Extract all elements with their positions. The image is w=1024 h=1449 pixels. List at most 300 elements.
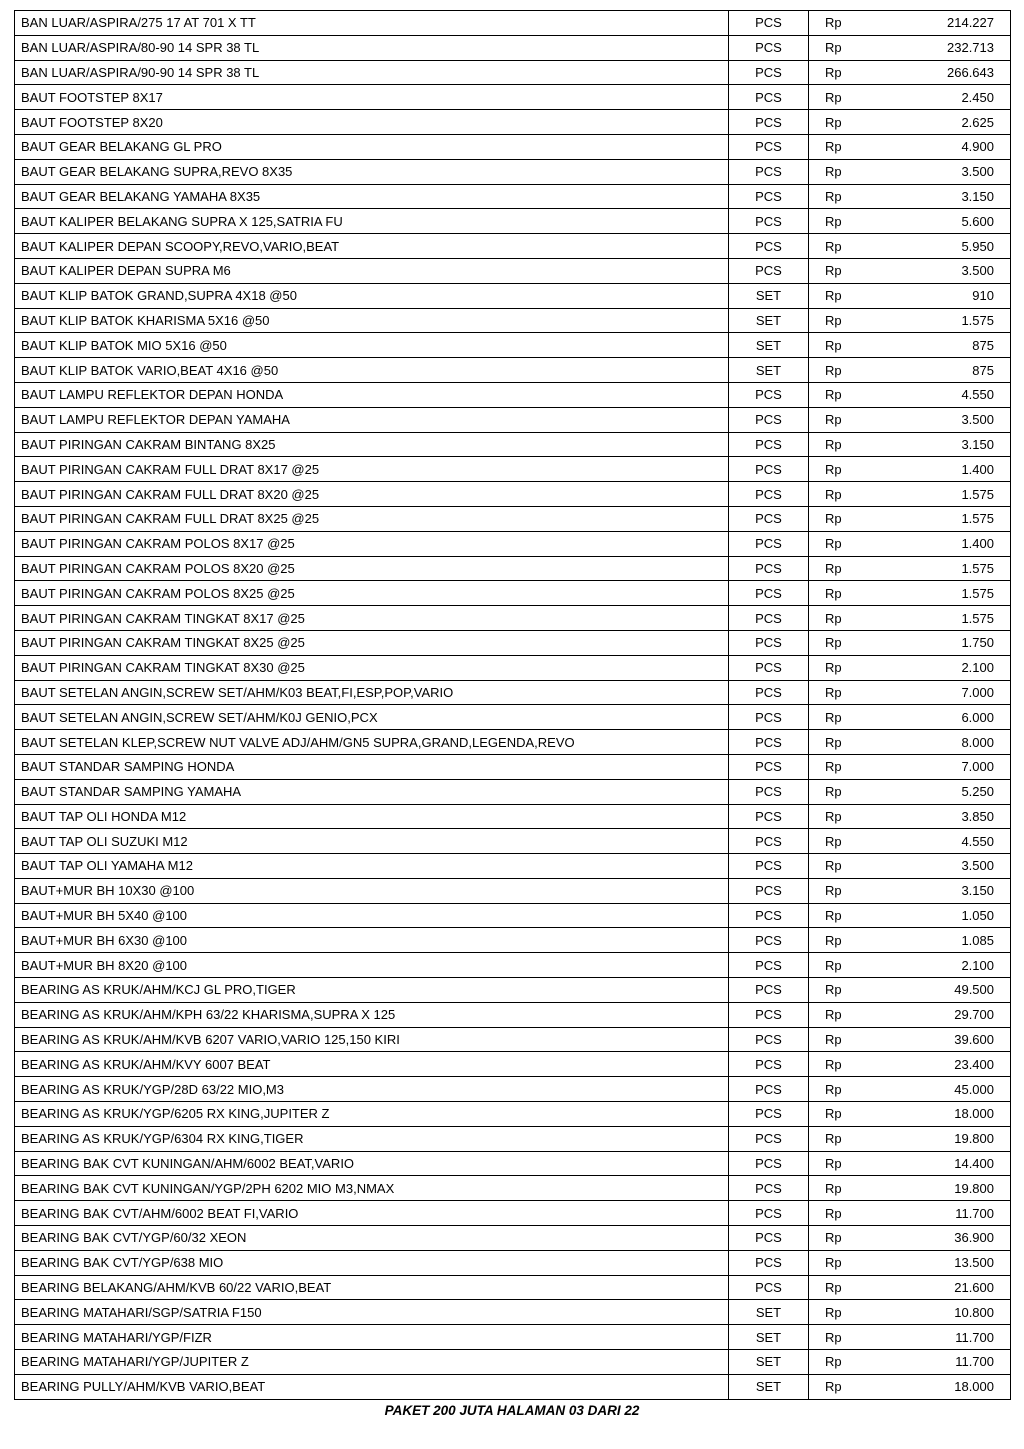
price-value: 875 [972,362,994,378]
unit-cell: PCS [729,35,809,60]
price-value: 232.713 [947,40,994,56]
currency-label: Rp [825,660,842,676]
currency-label: Rp [825,858,842,874]
unit-cell: PCS [729,630,809,655]
table-row [15,1151,1011,1176]
item-name-cell: BAN LUAR/ASPIRA/90-90 14 SPR 38 TL [15,60,729,85]
unit-cell: PCS [729,1052,809,1077]
price-value: 2.100 [961,957,994,973]
item-name-cell: BAUT PIRINGAN CAKRAM POLOS 8X17 @25 [15,531,729,556]
currency-label: Rp [825,114,842,130]
price-inner [815,780,1004,804]
price-inner [815,532,1004,556]
item-name-cell: BAN LUAR/ASPIRA/275 17 AT 701 X TT [15,11,729,36]
item-name-cell: BAUT PIRINGAN CAKRAM POLOS 8X25 @25 [15,581,729,606]
table-row [15,1325,1011,1350]
unit-cell: PCS [729,978,809,1003]
price-value: 3.500 [961,263,994,279]
currency-label: Rp [825,64,842,80]
item-name-cell: BEARING AS KRUK/AHM/KVY 6007 BEAT [15,1052,729,1077]
item-name-cell: BAUT KLIP BATOK KHARISMA 5X16 @50 [15,308,729,333]
currency-label: Rp [825,213,842,229]
price-inner [815,1226,1004,1250]
currency-label: Rp [825,139,842,155]
price-cell [809,878,1011,903]
price-value: 13.500 [954,1255,994,1271]
item-name-cell: BAUT TAP OLI HONDA M12 [15,804,729,829]
table-row [15,730,1011,755]
currency-label: Rp [825,883,842,899]
unit-cell: PCS [729,953,809,978]
price-cell [809,11,1011,36]
table-row [15,184,1011,209]
price-value: 1.400 [961,536,994,552]
unit-cell: PCS [729,1002,809,1027]
price-inner [815,681,1004,705]
price-cell [809,854,1011,879]
price-value: 3.500 [961,858,994,874]
currency-label: Rp [825,808,842,824]
currency-label: Rp [825,486,842,502]
table-row [15,60,1011,85]
price-inner [815,1276,1004,1300]
unit-cell: PCS [729,705,809,730]
table-row [15,779,1011,804]
item-name-cell: BEARING BAK CVT/YGP/638 MIO [15,1250,729,1275]
price-inner [815,730,1004,754]
price-value: 2.450 [961,89,994,105]
table-row [15,854,1011,879]
price-inner [815,1127,1004,1151]
unit-cell: PCS [729,1275,809,1300]
item-name-cell: BAN LUAR/ASPIRA/80-90 14 SPR 38 TL [15,35,729,60]
price-cell [809,35,1011,60]
price-value: 3.500 [961,164,994,180]
table-row [15,1201,1011,1226]
table-row [15,209,1011,234]
unit-cell: SET [729,358,809,383]
price-cell [809,110,1011,135]
table-row [15,35,1011,60]
unit-cell: PCS [729,1176,809,1201]
item-name-cell: BEARING AS KRUK/AHM/KPH 63/22 KHARISMA,SUPRA X 125 [15,1002,729,1027]
unit-cell: PCS [729,258,809,283]
price-cell [809,407,1011,432]
price-cell [809,1077,1011,1102]
unit-cell: PCS [729,779,809,804]
unit-cell: PCS [729,1201,809,1226]
unit-cell: PCS [729,159,809,184]
unit-cell: PCS [729,432,809,457]
price-inner [815,705,1004,729]
currency-label: Rp [825,1156,842,1172]
table-row [15,407,1011,432]
currency-label: Rp [825,1081,842,1097]
price-value: 2.100 [961,660,994,676]
unit-cell: SET [729,308,809,333]
currency-label: Rp [825,1056,842,1072]
price-cell [809,1374,1011,1399]
table-row [15,606,1011,631]
item-name-cell: BAUT FOOTSTEP 8X20 [15,110,729,135]
item-name-cell: BAUT KLIP BATOK MIO 5X16 @50 [15,333,729,358]
currency-label: Rp [825,1354,842,1370]
currency-label: Rp [825,40,842,56]
price-cell [809,606,1011,631]
currency-label: Rp [825,436,842,452]
item-name-cell: BAUT TAP OLI SUZUKI M12 [15,829,729,854]
currency-label: Rp [825,1255,842,1271]
price-value: 45.000 [954,1081,994,1097]
price-inner [815,383,1004,407]
currency-label: Rp [825,263,842,279]
currency-label: Rp [825,536,842,552]
unit-cell: PCS [729,730,809,755]
price-cell [809,1176,1011,1201]
price-inner [815,1077,1004,1101]
price-inner [815,805,1004,829]
price-inner [815,755,1004,779]
item-name-cell: BEARING AS KRUK/YGP/6205 RX KING,JUPITER Z [15,1102,729,1127]
price-value: 266.643 [947,64,994,80]
unit-cell: PCS [729,606,809,631]
unit-cell: SET [729,283,809,308]
unit-cell: PCS [729,184,809,209]
currency-label: Rp [825,908,842,924]
price-value: 1.085 [961,932,994,948]
price-inner [815,953,1004,977]
price-inner [815,61,1004,85]
item-name-cell: BAUT STANDAR SAMPING YAMAHA [15,779,729,804]
item-name-cell: BAUT PIRINGAN CAKRAM FULL DRAT 8X17 @25 [15,457,729,482]
unit-cell: PCS [729,134,809,159]
item-name-cell: BEARING MATAHARI/SGP/SATRIA F150 [15,1300,729,1325]
currency-label: Rp [825,1304,842,1320]
item-name-cell: BAUT PIRINGAN CAKRAM FULL DRAT 8X25 @25 [15,506,729,531]
table-row [15,804,1011,829]
unit-cell: SET [729,1374,809,1399]
unit-cell: SET [729,1300,809,1325]
price-inner [815,209,1004,233]
price-value: 19.800 [954,1131,994,1147]
unit-cell: PCS [729,110,809,135]
unit-cell: PCS [729,209,809,234]
unit-cell: PCS [729,903,809,928]
price-inner [815,259,1004,283]
item-name-cell: BEARING BELAKANG/AHM/KVB 60/22 VARIO,BEAT [15,1275,729,1300]
price-cell [809,333,1011,358]
price-value: 1.575 [961,560,994,576]
price-inner [815,581,1004,605]
price-value: 11.700 [955,1205,994,1221]
currency-label: Rp [825,337,842,353]
price-cell [809,779,1011,804]
price-inner [815,284,1004,308]
table-row [15,134,1011,159]
table-row [15,1126,1011,1151]
item-name-cell: BAUT FOOTSTEP 8X17 [15,85,729,110]
currency-label: Rp [825,288,842,304]
item-name-cell: BAUT SETELAN ANGIN,SCREW SET/AHM/K03 BEAT,FI,ESP,POP,VARIO [15,680,729,705]
currency-label: Rp [825,387,842,403]
item-name-cell: BEARING AS KRUK/YGP/28D 63/22 MIO,M3 [15,1077,729,1102]
item-name-cell: BEARING BAK CVT KUNINGAN/YGP/2PH 6202 MIO M3,NMAX [15,1176,729,1201]
price-value: 18.000 [954,1379,994,1395]
unit-cell: PCS [729,878,809,903]
item-name-cell: BAUT PIRINGAN CAKRAM TINGKAT 8X17 @25 [15,606,729,631]
table-row [15,556,1011,581]
table-row [15,655,1011,680]
table-row [15,1226,1011,1251]
unit-cell: PCS [729,1102,809,1127]
price-value: 5.600 [961,213,994,229]
table-row [15,159,1011,184]
table-row [15,1077,1011,1102]
currency-label: Rp [825,635,842,651]
price-inner [815,507,1004,531]
price-cell [809,581,1011,606]
item-name-cell: BAUT SETELAN ANGIN,SCREW SET/AHM/K0J GENIO,PCX [15,705,729,730]
price-cell [809,1226,1011,1251]
price-inner [815,309,1004,333]
price-cell [809,1275,1011,1300]
item-name-cell: BAUT SETELAN KLEP,SCREW NUT VALVE ADJ/AHM/GN5 SUPRA,GRAND,LEGENDA,REVO [15,730,729,755]
price-value: 5.950 [961,238,994,254]
table-row [15,11,1011,36]
currency-label: Rp [825,15,842,31]
price-inner [815,978,1004,1002]
price-inner [815,482,1004,506]
price-inner [815,1176,1004,1200]
item-name-cell: BAUT KALIPER DEPAN SUPRA M6 [15,258,729,283]
price-value: 39.600 [954,1032,994,1048]
currency-label: Rp [825,412,842,428]
currency-label: Rp [825,1205,842,1221]
unit-cell: PCS [729,556,809,581]
price-cell [809,978,1011,1003]
price-inner [815,160,1004,184]
currency-label: Rp [825,1329,842,1345]
table-row [15,1250,1011,1275]
price-inner [815,631,1004,655]
item-name-cell: BEARING AS KRUK/AHM/KVB 6207 VARIO,VARIO 125,150 KIRI [15,1027,729,1052]
price-cell [809,953,1011,978]
item-name-cell: BAUT STANDAR SAMPING HONDA [15,754,729,779]
unit-cell: SET [729,1325,809,1350]
currency-label: Rp [825,461,842,477]
table-row [15,308,1011,333]
unit-cell: PCS [729,1027,809,1052]
price-inner [815,11,1004,35]
unit-cell: PCS [729,531,809,556]
unit-cell: PCS [729,234,809,259]
price-cell [809,655,1011,680]
price-value: 11.700 [955,1354,994,1370]
unit-cell: SET [729,1350,809,1375]
table-row [15,531,1011,556]
price-inner [815,879,1004,903]
price-cell [809,457,1011,482]
price-inner [815,333,1004,357]
price-cell [809,234,1011,259]
price-cell [809,1102,1011,1127]
price-cell [809,1002,1011,1027]
table-row [15,1052,1011,1077]
unit-cell: PCS [729,85,809,110]
price-inner [815,1325,1004,1349]
currency-label: Rp [825,1106,842,1122]
price-cell [809,1151,1011,1176]
currency-label: Rp [825,1032,842,1048]
unit-cell: PCS [729,11,809,36]
currency-label: Rp [825,759,842,775]
unit-cell: PCS [729,60,809,85]
price-inner [815,1028,1004,1052]
price-inner [815,433,1004,457]
price-cell [809,1300,1011,1325]
price-cell [809,432,1011,457]
price-inner [815,1201,1004,1225]
price-value: 49.500 [954,982,994,998]
unit-cell: PCS [729,457,809,482]
table-row [15,382,1011,407]
table-row [15,482,1011,507]
price-inner [815,85,1004,109]
price-inner [815,1300,1004,1324]
price-cell [809,804,1011,829]
price-value: 3.850 [961,808,994,824]
item-name-cell: BEARING PULLY/AHM/KVB VARIO,BEAT [15,1374,729,1399]
price-value: 1.750 [961,635,994,651]
price-cell [809,1126,1011,1151]
item-name-cell: BAUT KALIPER BELAKANG SUPRA X 125,SATRIA FU [15,209,729,234]
table-row [15,903,1011,928]
price-inner [815,606,1004,630]
currency-label: Rp [825,511,842,527]
table-row [15,1102,1011,1127]
item-name-cell: BAUT KLIP BATOK VARIO,BEAT 4X16 @50 [15,358,729,383]
item-name-cell: BAUT PIRINGAN CAKRAM TINGKAT 8X25 @25 [15,630,729,655]
price-inner [815,1052,1004,1076]
item-name-cell: BAUT GEAR BELAKANG YAMAHA 8X35 [15,184,729,209]
item-name-cell: BAUT+MUR BH 8X20 @100 [15,953,729,978]
table-row [15,1350,1011,1375]
unit-cell: PCS [729,1077,809,1102]
currency-label: Rp [825,1007,842,1023]
currency-label: Rp [825,362,842,378]
price-inner [815,185,1004,209]
price-cell [809,680,1011,705]
price-value: 910 [972,288,994,304]
unit-cell: PCS [729,754,809,779]
price-cell [809,903,1011,928]
table-row [15,928,1011,953]
price-cell [809,382,1011,407]
item-name-cell: BAUT+MUR BH 5X40 @100 [15,903,729,928]
currency-label: Rp [825,585,842,601]
currency-label: Rp [825,1379,842,1395]
price-inner [815,1375,1004,1399]
price-inner [815,829,1004,853]
unit-cell: PCS [729,1126,809,1151]
price-cell [809,630,1011,655]
price-value: 2.625 [961,114,994,130]
price-value: 3.150 [961,883,994,899]
price-inner [815,928,1004,952]
price-cell [809,482,1011,507]
price-cell [809,1027,1011,1052]
price-value: 5.250 [961,784,994,800]
price-inner [815,1152,1004,1176]
table-row [15,630,1011,655]
price-inner [815,1350,1004,1374]
unit-cell: PCS [729,581,809,606]
item-name-cell: BEARING BAK CVT/YGP/60/32 XEON [15,1226,729,1251]
currency-label: Rp [825,1230,842,1246]
item-name-cell: BAUT PIRINGAN CAKRAM FULL DRAT 8X20 @25 [15,482,729,507]
price-table [14,10,1011,1400]
price-value: 6.000 [961,709,994,725]
item-name-cell: BEARING BAK CVT/AHM/6002 BEAT FI,VARIO [15,1201,729,1226]
table-row [15,258,1011,283]
price-value: 4.550 [961,833,994,849]
unit-cell: PCS [729,1226,809,1251]
table-row [15,680,1011,705]
unit-cell: SET [729,333,809,358]
price-cell [809,1350,1011,1375]
page-footer: PAKET 200 JUTA HALAMAN 03 DARI 22 [384,1403,640,1418]
currency-label: Rp [825,238,842,254]
price-value: 1.575 [961,511,994,527]
price-cell [809,308,1011,333]
price-inner [815,854,1004,878]
price-inner [815,234,1004,258]
table-row [15,234,1011,259]
item-name-cell: BAUT KALIPER DEPAN SCOOPY,REVO,VARIO,BEAT [15,234,729,259]
item-name-cell: BAUT PIRINGAN CAKRAM POLOS 8X20 @25 [15,556,729,581]
table-row [15,978,1011,1003]
table-row [15,333,1011,358]
unit-cell: PCS [729,506,809,531]
unit-cell: PCS [729,854,809,879]
price-value: 10.800 [954,1304,994,1320]
currency-label: Rp [825,982,842,998]
price-value: 214.227 [947,15,994,31]
currency-label: Rp [825,833,842,849]
currency-label: Rp [825,932,842,948]
table-row [15,358,1011,383]
price-inner [815,656,1004,680]
item-name-cell: BAUT LAMPU REFLEKTOR DEPAN YAMAHA [15,407,729,432]
price-value: 1.575 [961,486,994,502]
price-cell [809,556,1011,581]
item-name-cell: BAUT LAMPU REFLEKTOR DEPAN HONDA [15,382,729,407]
table-row [15,829,1011,854]
table-row [15,1176,1011,1201]
table-row [15,283,1011,308]
price-cell [809,1325,1011,1350]
unit-cell: PCS [729,928,809,953]
price-cell [809,358,1011,383]
price-cell [809,60,1011,85]
table-row [15,878,1011,903]
price-value: 7.000 [961,759,994,775]
unit-cell: PCS [729,829,809,854]
price-inner [815,135,1004,159]
currency-label: Rp [825,957,842,973]
table-row [15,432,1011,457]
item-name-cell: BEARING BAK CVT KUNINGAN/AHM/6002 BEAT,VARIO [15,1151,729,1176]
